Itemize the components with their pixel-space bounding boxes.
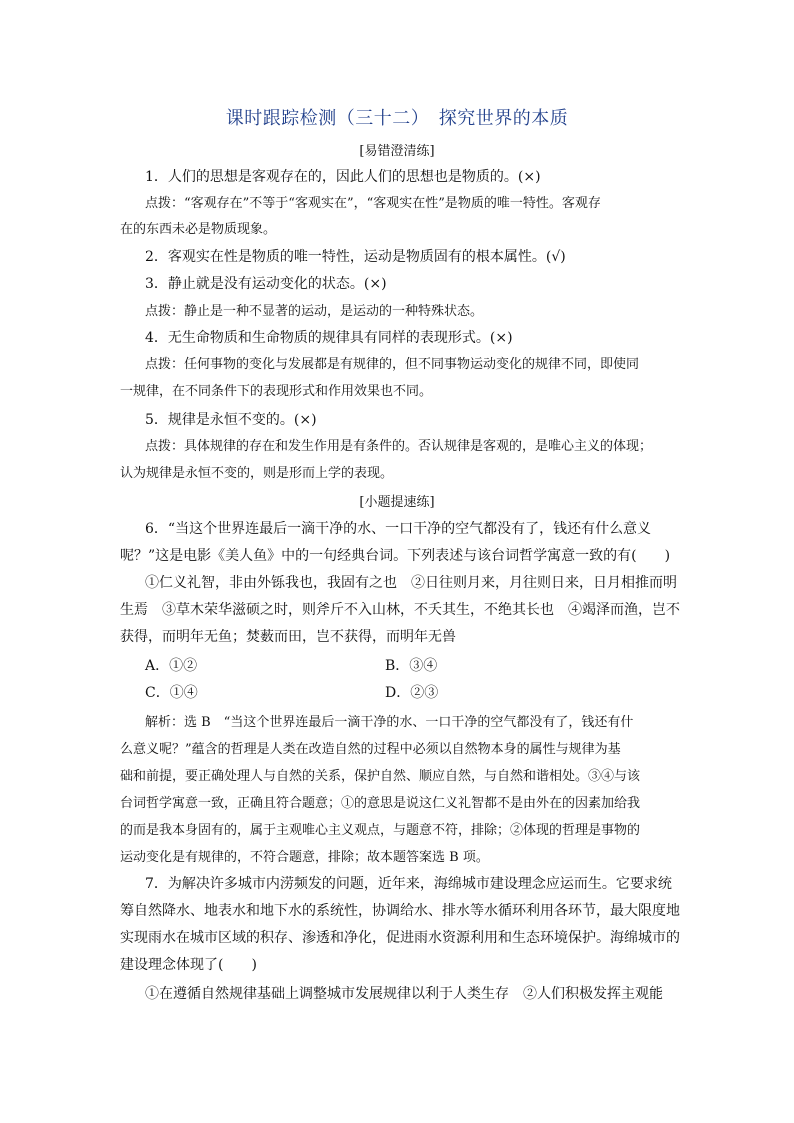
question-7-line-5: ①在遵循自然规律基础上调整城市发展规律以利于人类生存 ②人们积极发挥主观能 (145, 986, 663, 1002)
answer-6-line-1: 解析：选 B “当这个世界连最后一滴干净的水、一口干净的空气都没有了，钱还有什 (145, 715, 634, 730)
question-7-line-2: 筹自然降水、地表水和地下水的系统性，协调给水、排水等水循环利用各环节，最大限度地 (120, 903, 680, 919)
tip-4-line-2: 一规律，在不同条件下的表现形式和作用效果也不同。 (120, 384, 433, 399)
tip-5-line-1: 点拨：具体规律的存在和发生作用是有条件的。否认规律是客观的，是唯心主义的体现； (145, 439, 653, 454)
tip-1-line-1: 点拨：“客观存在”不等于“客观实在”，“客观实在性”是物质的唯一特性。客观存 (145, 196, 601, 211)
question-5: 5．规律是永恒不变的。(×) (145, 412, 317, 428)
option-a: A．①② (145, 658, 198, 674)
question-7-line-3: 实现雨水在城市区域的积存、渗透和净化，促进雨水资源利用和生态环境保护。海绵城市的 (120, 930, 680, 946)
question-6-line-2: 呢？”这是电影《美人鱼》中的一句经典台词。下列表述与该台词哲学寓意一致的有( ) (120, 548, 671, 564)
tip-4-line-1: 点拨：任何事物的变化与发展都是有规律的，但不同事物运动变化的规律不同，即使同 (145, 357, 640, 372)
answer-6-line-2: 么意义呢？”蕴含的哲理是人类在改造自然的过程中必须以自然物本身的属性与规律为基 (120, 742, 621, 757)
tip-3: 点拨：静止是一种不显著的运动，是运动的一种特殊状态。 (145, 304, 484, 319)
tip-5-line-2: 认为规律是永恒不变的，则是形而上学的表现。 (120, 466, 394, 481)
answer-6-line-5: 的而是我本身固有的，属于主观唯心主义观点，与题意不符，排除；②体现的哲理是事物的 (120, 823, 641, 838)
question-7-line-1: 7．为解决许多城市内涝频发的问题，近年来，海绵城市建设理念应运而生。它要求统 (145, 876, 672, 892)
option-d: D．②③ (385, 685, 439, 701)
question-6-line-5: 获得，而明年无鱼；焚薮而田，岂不获得，而明年无兽 (120, 629, 456, 645)
page-title: 课时跟踪检测（三十二） 探究世界的本质 (225, 108, 569, 129)
answer-6-line-3: 础和前提，要正确处理人与自然的关系，保护自然、顺应自然，与自然和谐相处。③④与该 (120, 769, 641, 784)
question-2: 2．客观实在性是物质的唯一特性，运动是物质固有的根本属性。(√) (145, 249, 566, 265)
question-6-line-1: 6．“当这个世界连最后一滴干净的水、一口干净的空气都没有了，钱还有什么意义 (145, 521, 652, 537)
question-1: 1．人们的思想是客观存在的，因此人们的思想也是物质的。(×) (145, 169, 541, 185)
question-7-line-4: 建设理念体现了( ) (120, 957, 257, 973)
answer-6-line-4: 台词哲学寓意一致，正确且符合题意；①的意思是说这仁义礼智都不是由外在的因素加给我 (120, 796, 641, 811)
question-6-line-3: ①仁义礼智，非由外铄我也，我固有之也 ②日往则月来，月往则日来，日月相推而明 (145, 575, 677, 591)
section-heading-errors: [易错澄清练] (359, 144, 435, 159)
option-c: C．①④ (145, 685, 198, 701)
tip-1-line-2: 在的东西未必是物质现象。 (120, 222, 277, 237)
question-6-line-4: 生焉 ③草木荣华滋硕之时，则斧斤不入山林，不夭其生，不绝其长也 ④竭泽而渔，岂不 (120, 602, 680, 618)
question-4: 4．无生命物质和生命物质的规律具有同样的表现形式。(×) (145, 330, 513, 346)
question-3: 3．静止就是没有运动变化的状态。(×) (145, 276, 387, 292)
answer-6-line-6: 运动变化是有规律的，不符合题意，排除；故本题答案选 B 项。 (120, 850, 489, 865)
section-heading-speed: [小题提速练] (359, 495, 435, 510)
option-b: B．③④ (385, 658, 438, 674)
